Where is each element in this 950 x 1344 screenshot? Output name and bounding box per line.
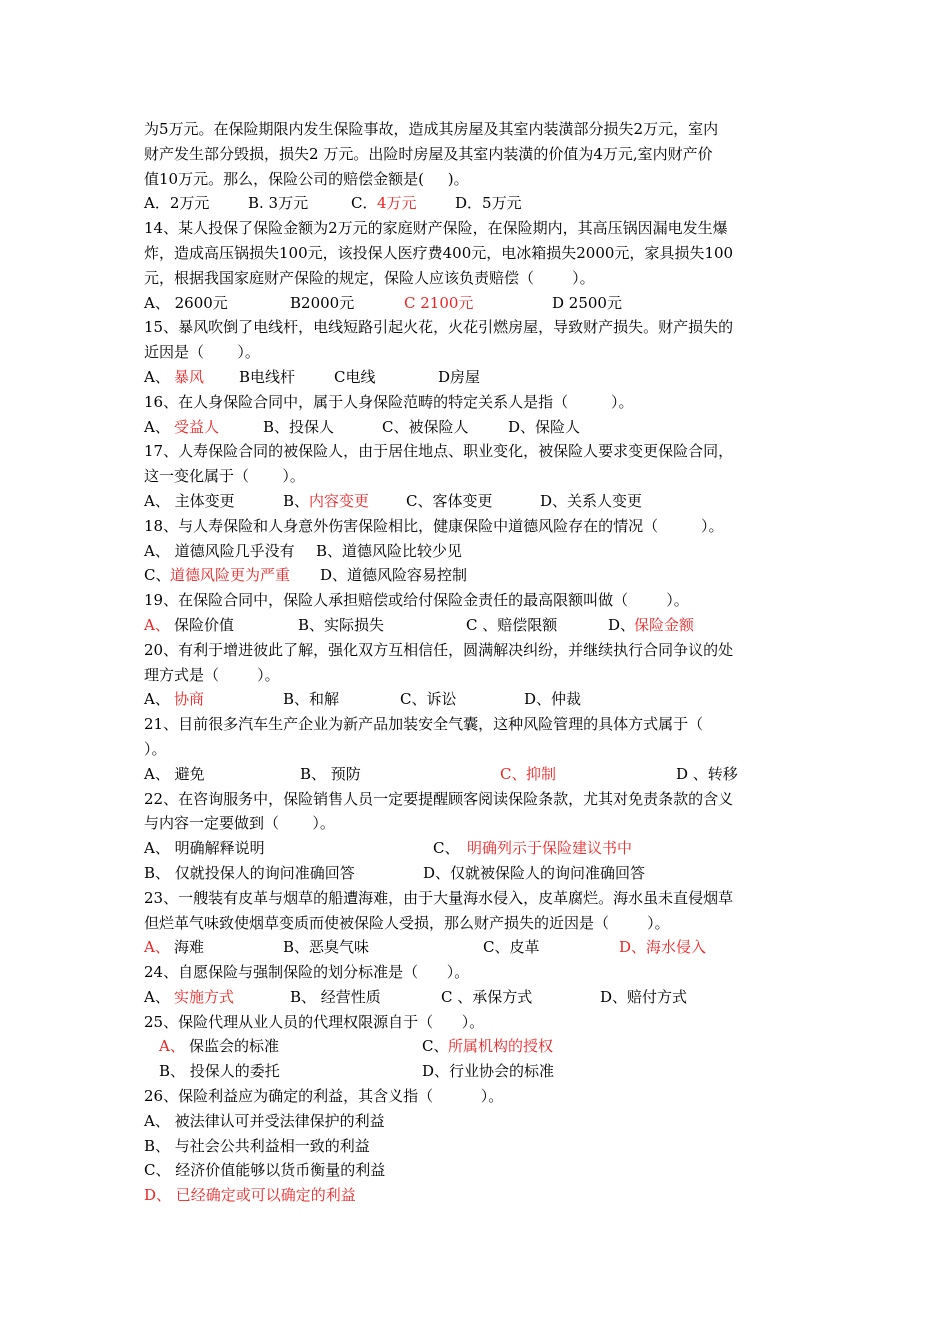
question-text: 15、暴风吹倒了电线杆，电线短路引起火花，火花引燃房屋，导致财产损失。财产损失的	[144, 318, 734, 337]
question-text: A、	[144, 417, 170, 436]
question-text: C、诉讼	[400, 690, 457, 709]
question-text: B、和解	[283, 690, 340, 709]
question-text: 22、在咨询服务中，保险销售人员一定要提醒顾客阅读保险条款，尤其对免责条款的含义	[144, 789, 734, 808]
question-text: ）。	[144, 739, 167, 758]
question-text: D．5万元	[455, 194, 522, 213]
answer-text: 4万元	[377, 194, 417, 213]
text-line	[144, 142, 810, 167]
question-text: 炸，造成高压锅损失100元，该投保人医疗费400元，电冰箱损失2000元，家具损失100	[144, 243, 734, 262]
answer-text: A、	[144, 615, 170, 634]
question-text: B、 经营性质	[290, 987, 381, 1006]
text-line	[144, 638, 810, 663]
text-line	[144, 1059, 810, 1084]
text-line	[144, 539, 810, 564]
text-line	[144, 563, 810, 588]
question-text: 25、保险代理从业人员的代理权限源自于（ ）。	[144, 1012, 485, 1031]
text-line	[144, 712, 810, 737]
text-line	[144, 489, 810, 514]
question-text: 但烂革气味致使烟草变质而使被保险人受损，那么财产损失的近因是（ ）。	[144, 913, 670, 932]
question-text: C、皮革	[483, 938, 540, 957]
text-line	[144, 191, 810, 216]
text-line	[144, 439, 810, 464]
question-text: C 、承保方式	[441, 987, 533, 1006]
text-line	[144, 960, 810, 985]
text-line	[144, 390, 810, 415]
answer-text: 保险金额	[634, 615, 695, 634]
question-text: C、	[144, 566, 171, 585]
text-line	[144, 167, 810, 192]
text-line	[144, 886, 810, 911]
answer-text: 暴风	[174, 367, 205, 386]
question-text: D、道德风险容易控制	[320, 566, 468, 585]
question-text: B、道德风险比较少见	[316, 541, 463, 560]
text-line	[144, 514, 810, 539]
question-text: 23、一艘装有皮革与烟草的船遭海难，由于大量海水侵入，皮革腐烂。海水虽未直侵烟草	[144, 888, 734, 907]
text-line	[144, 588, 810, 613]
answer-text: 道德风险更为严重	[170, 566, 291, 585]
question-text: B、	[283, 491, 310, 510]
question-text: 为5万元。在保险期限内发生保险事故，造成其房屋及其室内装潢部分损失2万元，室内	[144, 120, 719, 138]
question-text: 值10万元。那么，保险公司的赔偿金额是( )。	[144, 169, 469, 188]
question-text: 21、目前很多汽车生产企业为新产品加装安全气囊，这种风险管理的具体方式属于（	[144, 715, 704, 734]
question-text: A、 被法律认可并受法律保护的利益	[144, 1111, 385, 1130]
text-line	[144, 911, 810, 936]
question-text: B2000元	[290, 293, 355, 312]
text-line	[144, 762, 810, 787]
text-line	[144, 1134, 810, 1159]
question-text: A、 2600元	[144, 293, 228, 312]
text-line	[144, 687, 810, 712]
question-text: B、 与社会公共利益相一致的利益	[144, 1136, 370, 1155]
text-line	[144, 663, 810, 688]
question-text: 26、保险利益应为确定的利益，其含义指（ ）。	[144, 1087, 504, 1106]
question-text: A、 明确解释说明	[144, 839, 265, 858]
answer-text: 抑制	[526, 764, 557, 783]
answer-text: C 2100元	[404, 293, 474, 312]
question-text: D、保险人	[508, 417, 581, 436]
answer-text: 内容变更	[309, 491, 370, 510]
question-text: 16、在人身保险合同中，属于人身保险范畴的特定关系人是指（ ）。	[144, 392, 634, 411]
question-text: 理方式是（ ）。	[144, 665, 280, 684]
question-text: A、	[144, 987, 170, 1006]
question-text: 元，根据我国家庭财产保险的规定，保险人应该负责赔偿（ ）。	[144, 268, 595, 287]
question-text: A、	[144, 367, 170, 386]
answer-text: 受益人	[174, 417, 220, 436]
answer-text: 所属机构的授权	[448, 1037, 554, 1056]
question-text: D 2500元	[552, 293, 622, 312]
answer-text: A、	[159, 1037, 185, 1056]
question-text: D、仲裁	[524, 690, 582, 709]
question-text: A、 道德风险几乎没有	[144, 541, 295, 560]
text-line	[144, 613, 810, 638]
text-line	[144, 1109, 810, 1134]
question-text: B、恶臭气味	[283, 938, 370, 957]
text-line	[144, 216, 810, 241]
text-line	[144, 415, 810, 440]
answer-text: 实施方式	[174, 987, 235, 1006]
text-line	[144, 315, 810, 340]
question-text: 财产发生部分毁损，损失2 万元。出险时房屋及其室内装潢的价值为4万元,室内财产价	[144, 144, 713, 163]
question-text: A、 避免	[144, 764, 205, 783]
question-text: D、行业协会的标准	[422, 1062, 555, 1081]
question-text: C．	[351, 194, 378, 213]
text-line	[144, 861, 810, 886]
text-line	[144, 1183, 810, 1208]
answer-text: D、 已经确定或可以确定的利益	[144, 1186, 356, 1205]
question-text: 保监会的标准	[189, 1037, 280, 1056]
question-text: 19、在保险合同中，保险人承担赔偿或给付保险金责任的最高限额叫做（ ）。	[144, 591, 689, 610]
question-text: B电线杆	[239, 367, 296, 386]
question-text: 这一变化属于（ ）。	[144, 467, 305, 486]
question-text: 20、有利于增进彼此了解，强化双方互相信任，圆满解决纠纷，并继续执行合同争议的处	[144, 640, 734, 659]
question-text: B、 投保人的委托	[159, 1062, 280, 1081]
text-line	[144, 340, 810, 365]
question-text: 17、人寿保险合同的被保险人，由于居住地点、职业变化，被保险人要求变更保险合同，	[144, 442, 734, 461]
text-line	[144, 787, 810, 812]
question-text: D房屋	[438, 367, 481, 386]
question-text: C、	[422, 1037, 449, 1056]
text-line	[144, 1010, 810, 1035]
text-line	[144, 836, 810, 861]
question-text: C、 经济价值能够以货币衡量的利益	[144, 1161, 386, 1180]
question-text: D、赔付方式	[600, 987, 688, 1006]
text-line	[144, 117, 810, 142]
answer-text: A、	[144, 938, 170, 957]
answer-text: C、	[500, 764, 527, 783]
question-text: C、客体变更	[406, 491, 493, 510]
question-text: A、	[144, 690, 170, 709]
question-text: B. 3万元	[248, 194, 309, 213]
question-text: B、实际损失	[298, 615, 385, 634]
text-line	[144, 1084, 810, 1109]
text-line	[144, 811, 810, 836]
question-text: D 、转移	[676, 764, 738, 783]
text-line	[144, 935, 810, 960]
question-text: A、 主体变更	[144, 491, 235, 510]
question-text: 保险价值	[174, 615, 235, 634]
question-text: D、关系人变更	[540, 491, 643, 510]
question-text: C、被保险人	[382, 417, 469, 436]
question-text: D、	[608, 615, 636, 634]
question-text: C、	[433, 839, 460, 858]
document-body	[144, 117, 810, 1208]
question-text: B、投保人	[263, 417, 335, 436]
question-text: C 、赔偿限额	[466, 615, 558, 634]
question-text: 18、与人寿保险和人身意外伤害保险相比，健康保险中道德风险存在的情况（ ）。	[144, 516, 724, 535]
text-line	[144, 241, 810, 266]
question-text: 14、某人投保了保险金额为2万元的家庭财产保险，在保险期内，其高压锅因漏电发生爆	[144, 219, 728, 238]
question-text: 近因是（ ）。	[144, 343, 260, 362]
question-text: B、 仅就投保人的询问准确回答	[144, 863, 355, 882]
text-line	[144, 985, 810, 1010]
question-text: B、 预防	[300, 764, 361, 783]
question-text: 24、自愿保险与强制保险的划分标准是（ ）。	[144, 963, 470, 982]
question-text: 与内容一定要做到（ ）。	[144, 814, 335, 833]
answer-text: D、海水侵入	[619, 938, 707, 957]
text-line	[144, 365, 810, 390]
question-text: C电线	[334, 367, 376, 386]
text-line	[144, 737, 810, 762]
answer-text: 明确列示于保险建议书中	[467, 839, 633, 858]
text-line	[144, 1034, 810, 1059]
question-text: 海难	[174, 938, 205, 957]
answer-text: 协商	[174, 690, 205, 709]
text-line	[144, 266, 810, 291]
text-line	[144, 464, 810, 489]
question-text: D、仅就被保险人的询问准确回答	[423, 863, 646, 882]
text-line	[144, 291, 810, 316]
question-text: A．2万元	[144, 194, 210, 213]
text-line	[144, 1158, 810, 1183]
